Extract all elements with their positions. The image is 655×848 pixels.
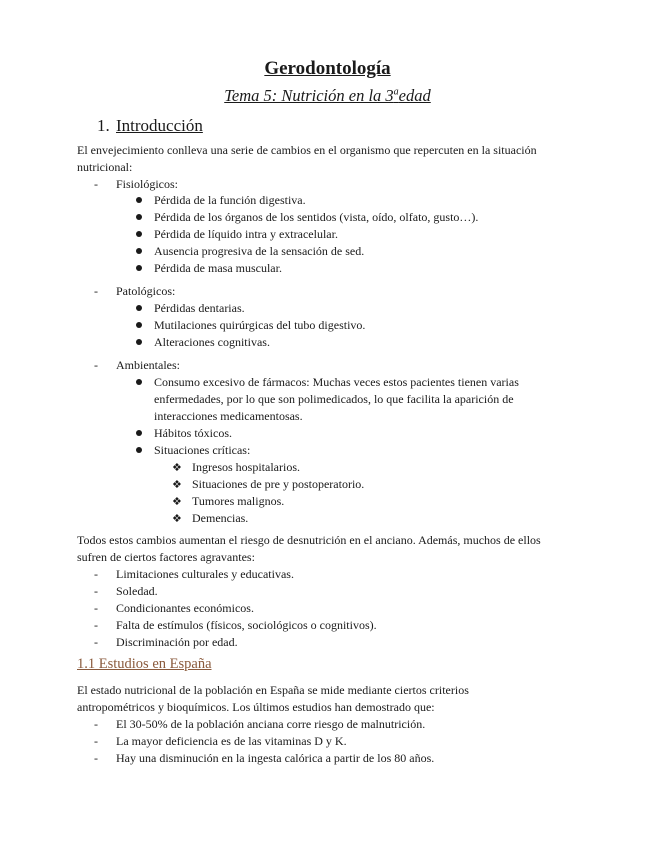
summary-paragraph-line: sufren de ciertos factores agravantes: — [77, 550, 255, 564]
section-heading-introduccion: 1. Introducción — [97, 116, 203, 135]
list-item: Pérdida de masa muscular. — [154, 261, 282, 275]
dash-marker: - — [94, 618, 98, 632]
summary-paragraph-line: Todos estos cambios aumentan el riesgo de desnutrición en el anciano. Además, muchos de ellos — [77, 533, 541, 547]
list-item: El 30-50% de la población anciana corre riesgo de malnutrición. — [116, 717, 426, 731]
bullet-icon — [136, 231, 142, 237]
bullet-icon — [136, 248, 142, 254]
bullet-icon — [136, 447, 142, 453]
group-label-ambientales: Ambientales: — [116, 358, 180, 372]
list-item: Condicionantes económicos. — [116, 601, 254, 615]
bullet-icon — [136, 339, 142, 345]
bullet-icon — [136, 214, 142, 220]
list-item: Mutilaciones quirúrgicas del tubo digestivo. — [154, 318, 366, 332]
list-item: Pérdida de los órganos de los sentidos (vista, oído, olfato, gusto…). — [154, 210, 479, 224]
list-item: Ausencia progresiva de la sensación de sed. — [154, 244, 365, 258]
list-item: Pérdida de la función digestiva. — [154, 193, 306, 207]
bullet-icon — [136, 305, 142, 311]
list-item: Soledad. — [116, 584, 158, 598]
document-title: Gerodontología — [264, 58, 391, 79]
dash-marker: - — [94, 584, 98, 598]
dash-marker: - — [94, 751, 98, 765]
list-item: Falta de estímulos (físicos, sociológicos o cognitivos). — [116, 618, 377, 632]
list-item: Consumo excesivo de fármacos: Muchas veces estos pacientes tienen varias — [154, 375, 519, 389]
list-item: Discriminación por edad. — [116, 635, 238, 649]
diamond-bullet-icon: ❖ — [172, 512, 182, 525]
group-label-patologicos: Patológicos: — [116, 284, 176, 298]
diamond-bullet-icon: ❖ — [172, 495, 182, 508]
dash-marker: - — [94, 284, 98, 298]
dash-marker: - — [94, 601, 98, 615]
dash-marker: - — [94, 717, 98, 731]
dash-marker: - — [94, 358, 98, 372]
dash-marker: - — [94, 567, 98, 581]
estudios-paragraph-line: antropométricos y bioquímicos. Los últimos estudios han demostrado que: — [77, 700, 435, 714]
sub-list-item: Tumores malignos. — [192, 494, 285, 508]
group-label-fisiologicos: Fisiológicos: — [116, 177, 179, 191]
dash-marker: - — [94, 635, 98, 649]
dash-marker: - — [94, 177, 98, 191]
bullet-icon — [136, 197, 142, 203]
list-item: Pérdidas dentarias. — [154, 301, 245, 315]
list-item: La mayor deficiencia es de las vitaminas D y K. — [116, 734, 347, 748]
bullet-icon — [136, 322, 142, 328]
sub-list-item: Ingresos hospitalarios. — [192, 460, 300, 474]
sub-list-item: Situaciones de pre y postoperatorio. — [192, 477, 365, 491]
list-item: Situaciones críticas: — [154, 443, 251, 457]
list-item: Alteraciones cognitivas. — [154, 335, 270, 349]
intro-paragraph-line: El envejecimiento conlleva una serie de cambios en el organismo que repercuten en la situación — [77, 143, 537, 157]
diamond-bullet-icon: ❖ — [172, 478, 182, 491]
list-item: Limitaciones culturales y educativas. — [116, 567, 294, 581]
bullet-icon — [136, 265, 142, 271]
list-item-continuation: interacciones medicamentosas. — [154, 409, 303, 423]
sub-list-item: Demencias. — [192, 511, 249, 525]
list-item-continuation: enfermedades, por lo que son polimedicados, lo que facilita la aparición de — [154, 392, 514, 406]
document-subtitle: Tema 5: Nutrición en la 3$^a$edad — [224, 86, 431, 105]
diamond-bullet-icon: ❖ — [172, 461, 182, 474]
bullet-icon — [136, 430, 142, 436]
list-item: Hay una disminución en la ingesta calórica a partir de los 80 años. — [116, 751, 435, 765]
list-item: Pérdida de líquido intra y extracelular. — [154, 227, 338, 241]
bullet-icon — [136, 379, 142, 385]
list-item: Hábitos tóxicos. — [154, 426, 232, 440]
dash-marker: - — [94, 734, 98, 748]
intro-paragraph-line: nutricional: — [77, 160, 133, 174]
section-heading-estudios-espana: 1.1 Estudios en España — [77, 656, 212, 672]
estudios-paragraph-line: El estado nutricional de la población en España se mide mediante ciertos criterios — [77, 683, 469, 697]
